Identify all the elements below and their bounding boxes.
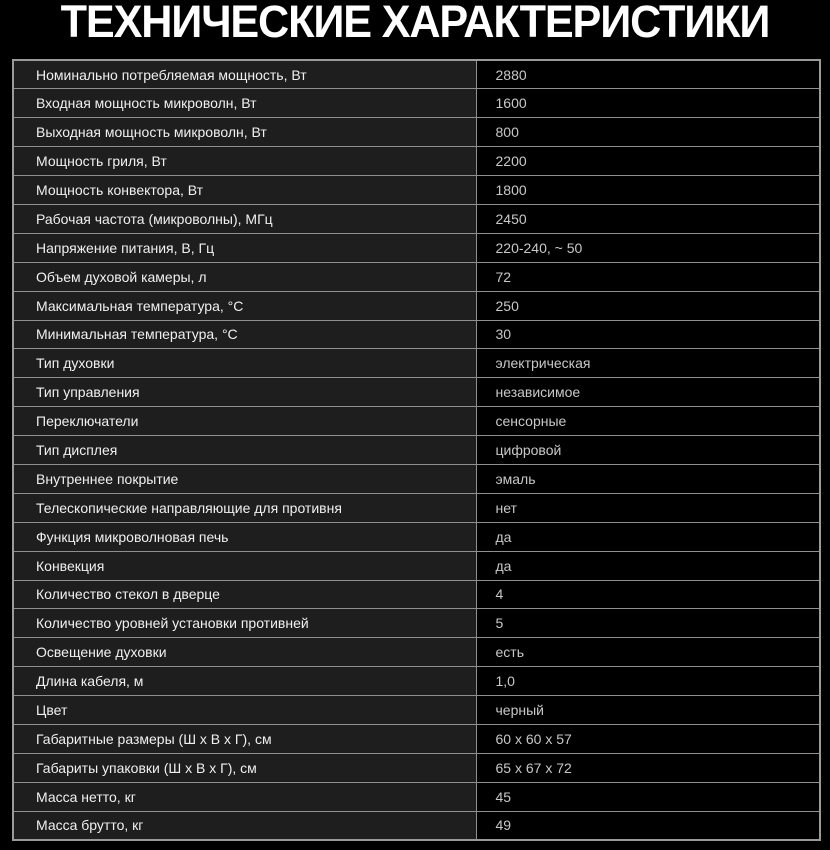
- table-row: [13, 291, 820, 320]
- spec-value: нет: [476, 493, 820, 522]
- spec-value: цифровой: [476, 436, 820, 465]
- table-row: [13, 89, 820, 118]
- spec-label: Переключатели: [13, 407, 476, 436]
- spec-label: Тип управления: [13, 378, 476, 407]
- spec-label: Входная мощность микроволн, Вт: [13, 89, 476, 118]
- spec-label: Тип дисплея: [13, 436, 476, 465]
- spec-label: Выходная мощность микроволн, Вт: [13, 118, 476, 147]
- page-title: ТЕХНИЧЕСКИЕ ХАРАКТЕРИСТИКИ: [60, 0, 770, 47]
- table-row: [13, 580, 820, 609]
- table-row: [13, 176, 820, 205]
- spec-value: 1600: [476, 89, 820, 118]
- spec-value: 4: [476, 580, 820, 609]
- spec-label: Масса нетто, кг: [13, 782, 476, 811]
- spec-value: 5: [476, 609, 820, 638]
- spec-label: Габариты упаковки (Ш х В х Г), см: [13, 753, 476, 782]
- spec-value: да: [476, 522, 820, 551]
- spec-label: Количество стекол в дверце: [13, 580, 476, 609]
- table-row: [13, 782, 820, 811]
- table-row: [13, 667, 820, 696]
- spec-value: 800: [476, 118, 820, 147]
- spec-label: Количество уровней установки противней: [13, 609, 476, 638]
- spec-table-body: [13, 60, 820, 840]
- spec-value: 1,0: [476, 667, 820, 696]
- spec-label: Масса брутто, кг: [13, 811, 476, 840]
- spec-label: Мощность конвектора, Вт: [13, 176, 476, 205]
- spec-value: черный: [476, 696, 820, 725]
- spec-label: Максимальная температура, °С: [13, 291, 476, 320]
- table-row: [13, 378, 820, 407]
- table-row: [13, 262, 820, 291]
- spec-label: Цвет: [13, 696, 476, 725]
- table-row: [13, 118, 820, 147]
- table-row: [13, 407, 820, 436]
- spec-label: Номинально потребляемая мощность, Вт: [13, 60, 476, 89]
- spec-value: 2880: [476, 60, 820, 89]
- spec-value: 49: [476, 811, 820, 840]
- spec-label: Габаритные размеры (Ш х В х Г), см: [13, 724, 476, 753]
- spec-label: Освещение духовки: [13, 638, 476, 667]
- spec-value: 72: [476, 262, 820, 291]
- spec-value: электрическая: [476, 349, 820, 378]
- table-row: [13, 696, 820, 725]
- spec-value: 1800: [476, 176, 820, 205]
- spec-label: Объем духовой камеры, л: [13, 262, 476, 291]
- spec-value: есть: [476, 638, 820, 667]
- spec-value: независимое: [476, 378, 820, 407]
- table-row: [13, 349, 820, 378]
- table-row: [13, 551, 820, 580]
- spec-value: 30: [476, 320, 820, 349]
- spec-value: 2200: [476, 147, 820, 176]
- spec-value: 220-240, ~ 50: [476, 233, 820, 262]
- spec-value: 65 х 67 х 72: [476, 753, 820, 782]
- table-row: [13, 147, 820, 176]
- table-row: [13, 436, 820, 465]
- spec-label: Напряжение питания, В, Гц: [13, 233, 476, 262]
- table-row: [13, 60, 820, 89]
- table-row: [13, 233, 820, 262]
- spec-label: Рабочая частота (микроволны), МГц: [13, 204, 476, 233]
- table-row: [13, 493, 820, 522]
- spec-label: Длина кабеля, м: [13, 667, 476, 696]
- spec-value: 45: [476, 782, 820, 811]
- spec-value: эмаль: [476, 464, 820, 493]
- table-row: [13, 724, 820, 753]
- table-row: [13, 522, 820, 551]
- table-row: [13, 320, 820, 349]
- table-row: [13, 609, 820, 638]
- table-row: [13, 638, 820, 667]
- table-row: [13, 464, 820, 493]
- spec-label: Тип духовки: [13, 349, 476, 378]
- spec-label: Функция микроволновая печь: [13, 522, 476, 551]
- table-row: [13, 811, 820, 840]
- spec-label: Мощность гриля, Вт: [13, 147, 476, 176]
- spec-label: Минимальная температура, °С: [13, 320, 476, 349]
- spec-value: 2450: [476, 204, 820, 233]
- spec-label: Телескопические направляющие для противня: [13, 493, 476, 522]
- spec-value: 60 х 60 х 57: [476, 724, 820, 753]
- spec-label: Внутреннее покрытие: [13, 464, 476, 493]
- spec-label: Конвекция: [13, 551, 476, 580]
- table-row: [13, 753, 820, 782]
- spec-value: да: [476, 551, 820, 580]
- table-row: [13, 204, 820, 233]
- spec-value: сенсорные: [476, 407, 820, 436]
- spec-table: [12, 59, 821, 841]
- spec-value: 250: [476, 291, 820, 320]
